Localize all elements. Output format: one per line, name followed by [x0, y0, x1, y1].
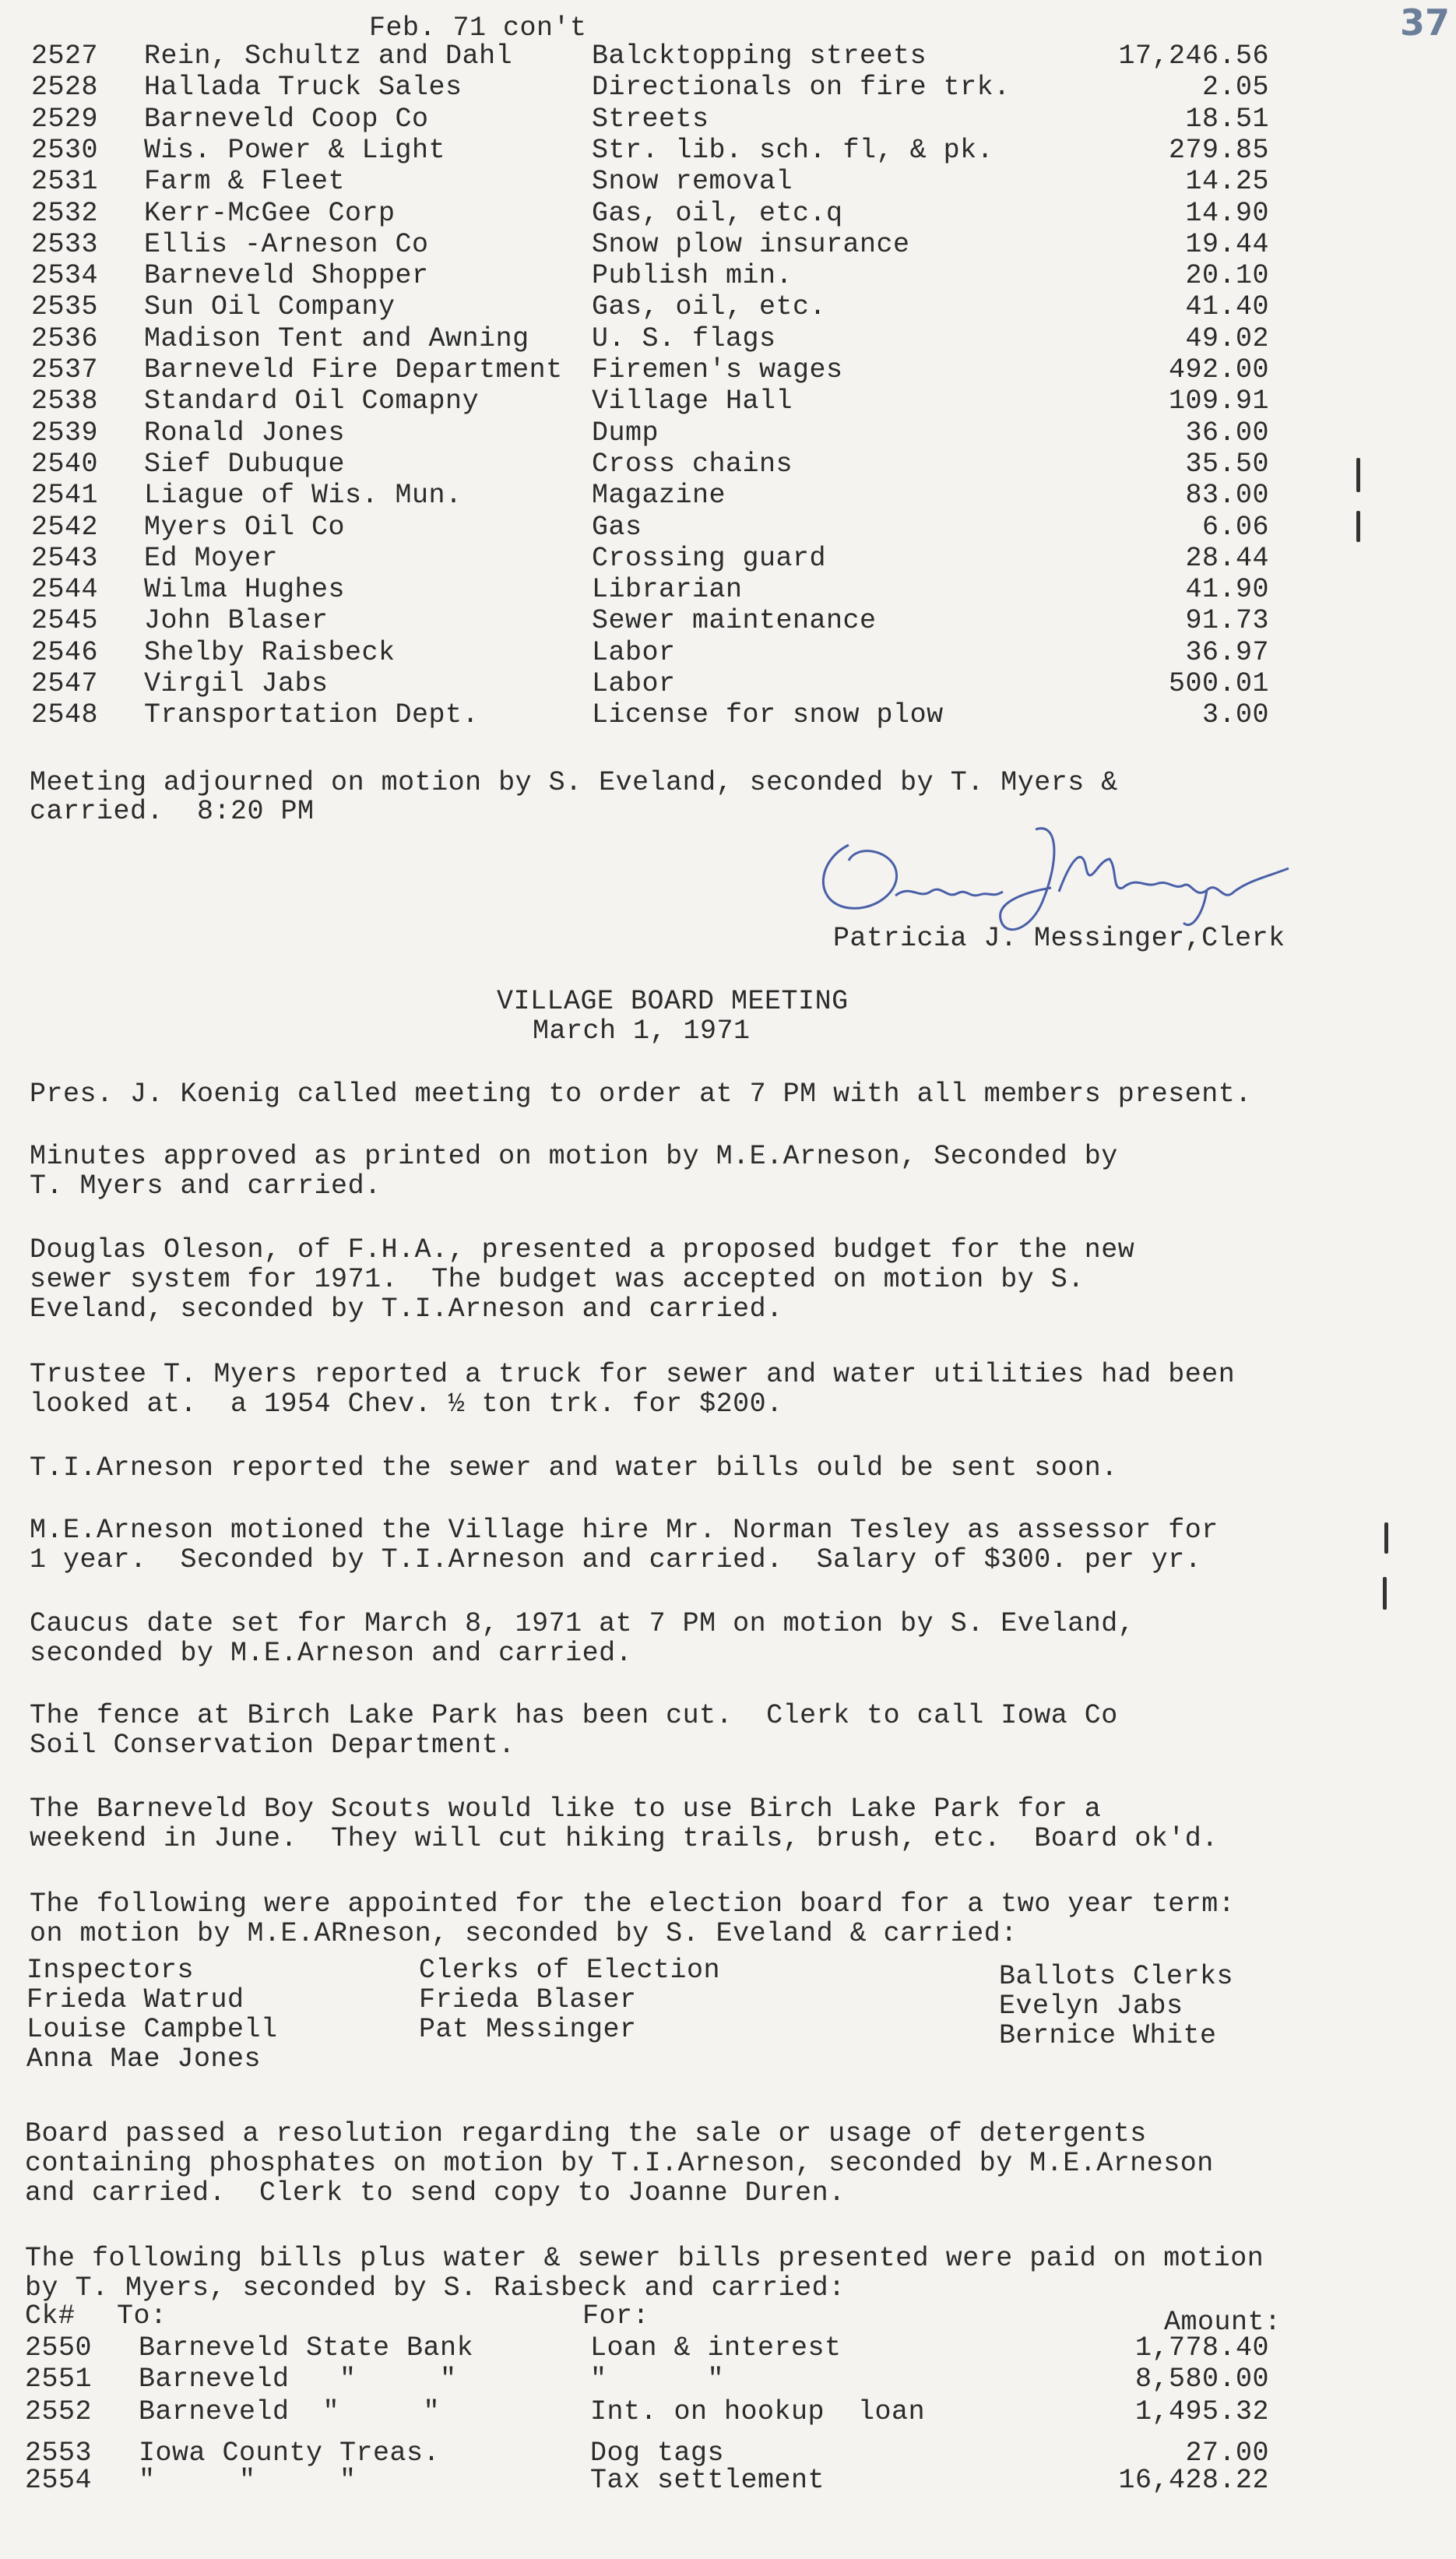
minutes-paragraph-line: Caucus date set for March 8, 1971 at 7 PM on motion by S. Eveland,: [30, 1608, 1135, 1639]
election-col-inspectors-0: Inspectors: [26, 1955, 195, 1986]
bill-purpose: Loan & interest: [590, 2332, 842, 2364]
bill-amount: 279.85: [1168, 134, 1269, 166]
bill-purpose: Sewer maintenance: [592, 605, 877, 637]
bill-purpose: Gas: [592, 511, 642, 543]
election-col-clerks-1: Frieda Blaser: [419, 1984, 637, 2015]
bill-amount: 18.51: [1185, 103, 1269, 135]
bill-amount: 2.05: [1201, 72, 1269, 104]
election-col-inspectors-1: Frieda Watrud: [26, 1984, 244, 2015]
bill-purpose: Labor: [592, 668, 676, 699]
bill-amount: 3.00: [1201, 699, 1269, 731]
bill-payee: Barneveld Shopper: [144, 260, 429, 292]
election-col-inspectors-2: Louise Campbell: [26, 2014, 278, 2045]
minutes-paragraph-line: T. Myers and carried.: [30, 1170, 382, 1202]
bill-number: 2532: [31, 197, 99, 229]
bills-header-ck: Ck#: [25, 2300, 76, 2332]
bill-amount: 36.97: [1185, 636, 1269, 668]
clerk-name: Patricia J. Messinger,Clerk: [833, 923, 1285, 954]
bill-number: 2541: [31, 480, 99, 512]
bill-number: 2548: [31, 699, 99, 731]
bill-amount: 16,428.22: [1118, 2465, 1269, 2496]
bill-number: 2536: [31, 322, 99, 354]
bill-amount: 492.00: [1168, 354, 1269, 385]
bill-number: 2552: [25, 2396, 93, 2427]
bills-header-amount: Amount:: [1164, 2307, 1282, 2338]
minutes-paragraph-line: on motion by M.E.ARneson, seconded by S. Eveland & carried:: [30, 1918, 1018, 1949]
bill-number: 2531: [31, 166, 99, 198]
minutes-paragraph-line: Douglas Oleson, of F.H.A., presented a proposed budget for the new: [30, 1234, 1135, 1265]
bill-payee: Barneveld State Bank: [139, 2332, 474, 2364]
bill-payee: Liague of Wis. Mun.: [144, 480, 462, 512]
bill-payee: Barneveld Coop Co: [144, 103, 429, 135]
minutes-paragraph-line: The Barneveld Boy Scouts would like to use Birch Lake Park for a: [30, 1793, 1102, 1825]
bill-amount: 109.91: [1168, 385, 1269, 417]
bill-amount: 83.00: [1185, 480, 1269, 512]
bill-amount: 500.01: [1168, 668, 1269, 699]
bill-payee: Wis. Power & Light: [144, 134, 446, 166]
continuation-header: Feb. 71 con't: [369, 12, 587, 44]
adjourn-line-1: Meeting adjourned on motion by S. Eveland, seconded by T. Myers &: [30, 767, 1118, 798]
bill-number: 2534: [31, 260, 99, 292]
bills-intro-line-2: by T. Myers, seconded by S. Raisbeck and carried:: [25, 2272, 846, 2304]
bill-number: 2554: [25, 2465, 93, 2496]
bill-payee: Barneveld Fire Department: [144, 354, 563, 385]
bills-header-to: To:: [117, 2300, 167, 2332]
bill-purpose: Firemen's wages: [592, 354, 843, 385]
bill-purpose: Snow plow insurance: [592, 228, 910, 260]
minutes-paragraph-line: Minutes approved as printed on motion by M.E.Arneson, Seconded by: [30, 1141, 1118, 1172]
bill-number: 2529: [31, 103, 99, 135]
bills-intro-line-1: The following bills plus water & sewer bills presented were paid on motion: [25, 2243, 1264, 2274]
bill-number: 2540: [31, 448, 99, 480]
bill-payee: Iowa County Treas.: [139, 2438, 441, 2469]
bill-number: 2551: [25, 2364, 93, 2395]
bill-number: 2535: [31, 291, 99, 323]
bill-amount: 36.00: [1185, 417, 1269, 449]
bill-payee: Kerr-McGee Corp: [144, 197, 396, 229]
minutes-paragraph-line: T.I.Arneson reported the sewer and water bills ould be sent soon.: [30, 1452, 1118, 1484]
bill-number: 2544: [31, 574, 99, 606]
minutes-paragraph-line: looked at. a 1954 Chev. ½ ton trk. for $200.: [30, 1389, 783, 1420]
bill-amount: 49.02: [1185, 322, 1269, 354]
resolution-line-3: and carried. Clerk to send copy to Joanne Duren.: [25, 2177, 846, 2209]
minutes-paragraph-line: M.E.Arneson motioned the Village hire Mr. Norman Tesley as assessor for: [30, 1515, 1219, 1546]
adjourn-line-2: carried. 8:20 PM: [30, 796, 315, 827]
bill-amount: 6.06: [1201, 511, 1269, 543]
bill-payee: Barneveld " ": [139, 2364, 457, 2395]
bill-purpose: Directionals on fire trk.: [592, 72, 1011, 104]
election-col-inspectors-3: Anna Mae Jones: [26, 2043, 262, 2075]
bill-payee: Rein, Schultz and Dahl: [144, 40, 513, 72]
bill-amount: 91.73: [1185, 605, 1269, 637]
bill-purpose: Cross chains: [592, 448, 793, 480]
bill-purpose: Crossing guard: [592, 542, 827, 574]
resolution-line-1: Board passed a resolution regarding the sale or usage of detergents: [25, 2118, 1147, 2149]
bill-purpose: Labor: [592, 636, 676, 668]
bill-purpose: Village Hall: [592, 385, 793, 417]
bill-number: 2527: [31, 40, 99, 72]
resolution-line-2: containing phosphates on motion by T.I.Arneson, seconded by M.E.Arneson: [25, 2148, 1214, 2179]
bill-payee: John Blaser: [144, 605, 329, 637]
bill-amount: 1,495.32: [1134, 2396, 1269, 2427]
bill-amount: 41.90: [1185, 574, 1269, 606]
margin-mark: [1383, 1577, 1387, 1610]
bill-amount: 14.25: [1185, 166, 1269, 198]
bill-purpose: Snow removal: [592, 166, 793, 198]
bill-number: 2550: [25, 2332, 93, 2364]
margin-mark: [1384, 1522, 1388, 1554]
margin-mark: [1356, 458, 1360, 492]
minutes-paragraph-line: The fence at Birch Lake Park has been cut. Clerk to call Iowa Co: [30, 1700, 1118, 1731]
minutes-paragraph-line: seconded by M.E.Arneson and carried.: [30, 1638, 633, 1669]
bill-number: 2553: [25, 2438, 93, 2469]
bill-amount: 35.50: [1185, 448, 1269, 480]
election-col-ballots-2: Bernice White: [999, 2020, 1217, 2051]
minutes-paragraph-line: The following were appointed for the election board for a two year term:: [30, 1888, 1236, 1920]
bill-number: 2533: [31, 228, 99, 260]
bill-purpose: Gas, oil, etc.q: [592, 197, 843, 229]
margin-mark: [1356, 511, 1360, 542]
bill-payee: Virgil Jabs: [144, 668, 329, 699]
election-col-ballots-1: Evelyn Jabs: [999, 1991, 1183, 2022]
minutes-paragraph-line: weekend in June. They will cut hiking trails, brush, etc. Board ok'd.: [30, 1823, 1219, 1854]
bill-purpose: Librarian: [592, 574, 743, 606]
election-col-ballots-0: Ballots Clerks: [999, 1961, 1234, 1992]
bills-header-for: For:: [582, 2300, 650, 2332]
bill-number: 2537: [31, 354, 99, 385]
bill-number: 2547: [31, 668, 99, 699]
bill-purpose: Dump: [592, 417, 659, 449]
election-col-clerks-2: Pat Messinger: [419, 2014, 637, 2045]
bill-purpose: Publish min.: [592, 260, 793, 292]
bill-payee: Ed Moyer: [144, 542, 279, 574]
bill-purpose: Tax settlement: [590, 2465, 825, 2496]
bill-payee: Sun Oil Company: [144, 291, 396, 323]
bill-number: 2528: [31, 72, 99, 104]
meeting-title: VILLAGE BOARD MEETING: [497, 986, 849, 1017]
minutes-paragraph-line: Pres. J. Koenig called meeting to order at 7 PM with all members present.: [30, 1079, 1252, 1110]
bill-payee: Hallada Truck Sales: [144, 72, 462, 104]
bill-amount: 41.40: [1185, 291, 1269, 323]
bill-purpose: Balcktopping streets: [592, 40, 927, 72]
minutes-paragraph-line: 1 year. Seconded by T.I.Arneson and carried. Salary of $300. per yr.: [30, 1544, 1202, 1575]
bill-payee: Barneveld " ": [139, 2396, 441, 2427]
election-col-clerks-0: Clerks of Election: [419, 1955, 721, 1986]
bill-payee: Farm & Fleet: [144, 166, 346, 198]
bill-amount: 27.00: [1185, 2438, 1269, 2469]
bill-payee: Wilma Hughes: [144, 574, 346, 606]
bill-amount: 14.90: [1185, 197, 1269, 229]
minutes-paragraph-line: Eveland, seconded by T.I.Arneson and carried.: [30, 1294, 783, 1325]
bill-purpose: Gas, oil, etc.: [592, 291, 827, 323]
bill-purpose: License for snow plow: [592, 699, 944, 731]
bill-payee: Standard Oil Comapny: [144, 385, 480, 417]
minutes-paragraph-line: Trustee T. Myers reported a truck for sewer and water utilities had been: [30, 1359, 1236, 1390]
bill-amount: 8,580.00: [1134, 2364, 1269, 2395]
bill-number: 2538: [31, 385, 99, 417]
bill-payee: Transportation Dept.: [144, 699, 480, 731]
minutes-paragraph-line: Soil Conservation Department.: [30, 1730, 515, 1761]
bill-payee: " " ": [139, 2465, 357, 2496]
bill-payee: Ellis -Arneson Co: [144, 228, 429, 260]
bill-payee: Sief Dubuque: [144, 448, 346, 480]
bill-payee: Shelby Raisbeck: [144, 636, 396, 668]
bill-amount: 20.10: [1185, 260, 1269, 292]
bill-payee: Madison Tent and Awning: [144, 322, 529, 354]
bill-number: 2546: [31, 636, 99, 668]
bill-amount: 1,778.40: [1134, 2332, 1269, 2364]
bill-purpose: U. S. flags: [592, 322, 776, 354]
bill-purpose: Magazine: [592, 480, 726, 512]
bill-payee: Ronald Jones: [144, 417, 346, 449]
bill-amount: 28.44: [1185, 542, 1269, 574]
meeting-date: March 1, 1971: [533, 1016, 751, 1047]
bill-number: 2539: [31, 417, 99, 449]
bill-purpose: Dog tags: [590, 2438, 725, 2469]
bill-purpose: " ": [590, 2364, 725, 2395]
bill-number: 2543: [31, 542, 99, 574]
bill-purpose: Str. lib. sch. fl, & pk.: [592, 134, 994, 166]
bill-purpose: Streets: [592, 103, 709, 135]
bill-number: 2545: [31, 605, 99, 637]
minutes-paragraph-line: sewer system for 1971. The budget was accepted on motion by S.: [30, 1264, 1085, 1295]
page-number: 37: [1399, 2, 1450, 44]
bill-amount: 19.44: [1185, 228, 1269, 260]
bill-purpose: Int. on hookup loan: [590, 2396, 926, 2427]
bill-number: 2530: [31, 134, 99, 166]
bill-payee: Myers Oil Co: [144, 511, 346, 543]
bill-amount: 17,246.56: [1118, 40, 1269, 72]
bill-number: 2542: [31, 511, 99, 543]
